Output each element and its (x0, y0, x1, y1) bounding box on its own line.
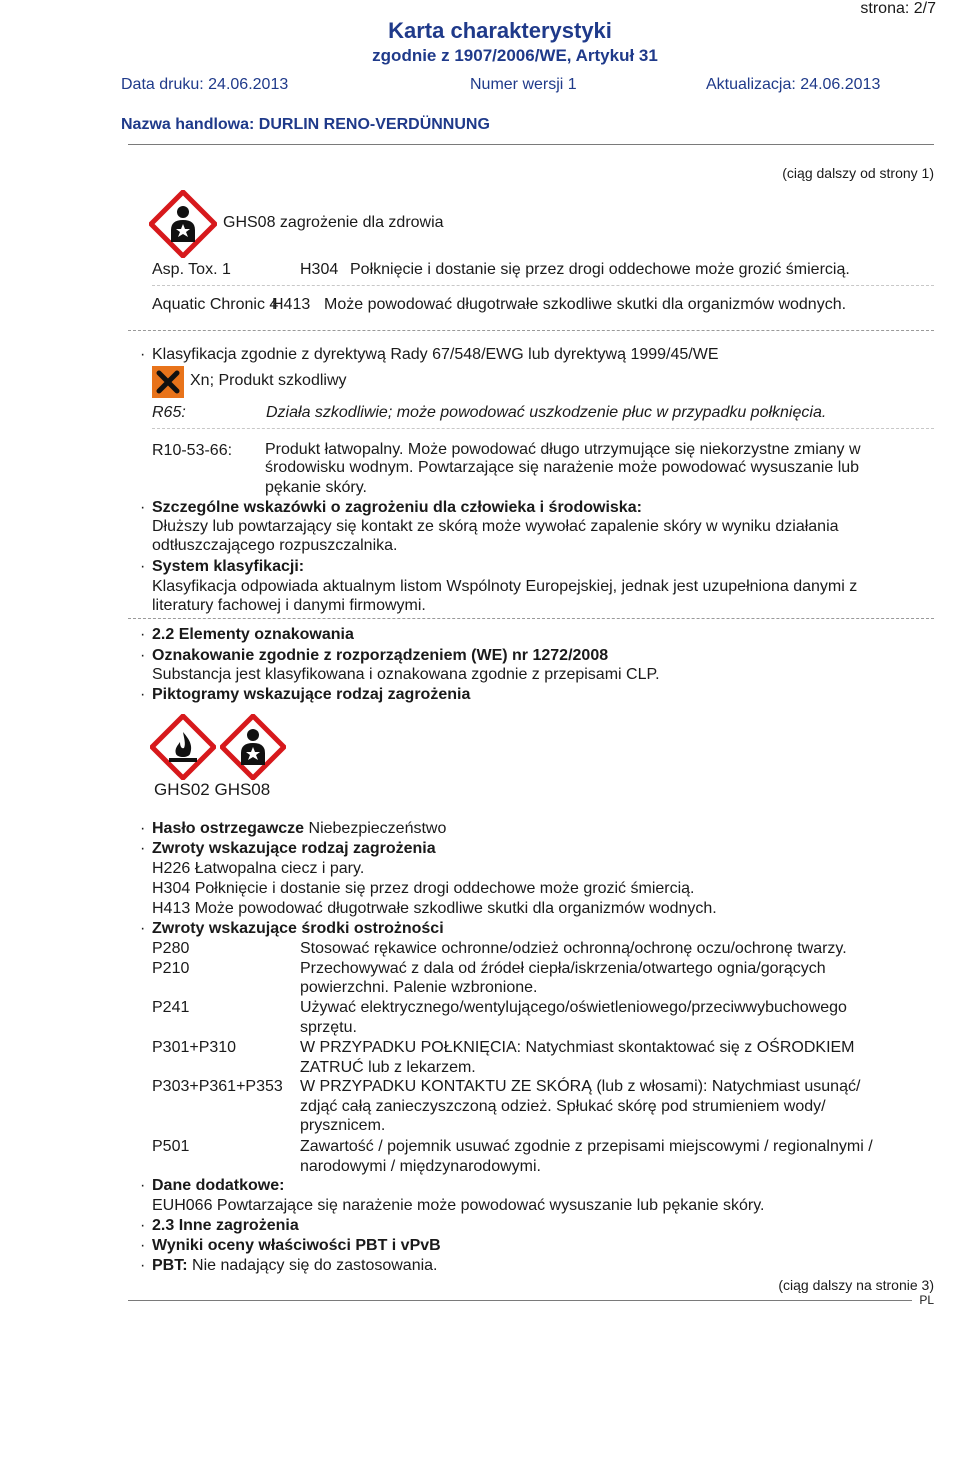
section-divider (128, 330, 934, 331)
p-text: Używać elektrycznego/wentylującego/oświetleniowego/przeciwwybuchowego (300, 999, 847, 1016)
footer-divider (128, 1300, 912, 1301)
special-line-1: Dłuższy lub powtarzający się kontakt ze skórą może wywołać zapalenie skóry w wyniku działania (152, 518, 839, 535)
hazard-class-2: Aquatic Chronic 4 (152, 296, 279, 313)
system-heading: System klasyfikacji: (152, 558, 305, 575)
special-heading: Szczególne wskazówki o zagrożeniu dla człowieka i środowiska: (152, 499, 642, 516)
continued-to: (ciąg dalszy na stronie 3) (778, 1277, 934, 1293)
h-statement: H226 Łatwopalna ciecz i pary. (152, 860, 365, 877)
section-divider (128, 618, 934, 619)
bullet: · (140, 1237, 146, 1254)
hazard-text-2: Może powodować długotrwałe szkodliwe skutki dla organizmów wodnych. (324, 296, 847, 313)
bullet: · (140, 647, 146, 664)
bullet: · (140, 840, 146, 857)
pictogram-heading: Piktogramy wskazujące rodzaj zagrożenia (152, 686, 471, 703)
xn-harmful-icon (152, 366, 184, 398)
row-divider (152, 428, 934, 429)
ghs08-health-hazard-icon (149, 190, 217, 258)
trade-name: Nazwa handlowa: DURLIN RENO-VERDÜNNUNG (121, 116, 490, 133)
ghs08-health-hazard-icon (220, 714, 286, 780)
euh066-text: EUH066 Powtarzające się narażenie może powodować wysuszanie lub pękanie skóry. (152, 1197, 765, 1214)
document-title: Karta charakterystyki (388, 18, 612, 43)
p-code: P301+P310 (152, 1039, 237, 1056)
p-text: prysznicem. (300, 1117, 386, 1134)
h-statement: H304 Połknięcie i dostanie się przez drogi oddechowe może grozić śmiercią. (152, 880, 695, 897)
p-text: zdjąć całą zanieczyszczoną odzież. Spłukać skórę pod strumieniem wody/ (300, 1098, 826, 1115)
r10-line-3: pękanie skóry. (265, 479, 367, 496)
hazard-text-1: Połknięcie i dostanie się przez drogi oddechowe może grozić śmiercią. (350, 261, 850, 278)
p-code: P501 (152, 1138, 190, 1155)
r65-code: R65: (152, 404, 186, 421)
ghs02-flame-icon (150, 714, 216, 780)
language-code: PL (919, 1293, 934, 1307)
clp-heading: Oznakowanie zgodnie z rozporządzeniem (WE) nr 1272/2008 (152, 647, 609, 664)
hazard-code-1: H304 (300, 261, 339, 278)
bullet: · (140, 346, 146, 363)
p-code: P303+P361+P353 (152, 1078, 283, 1095)
xn-label: Xn; Produkt szkodliwy (190, 372, 347, 389)
pbt-text: Nie nadający się do zastosowania. (192, 1257, 438, 1274)
p-text: W PRZYPADKU KONTAKTU ZE SKÓRĄ (lub z włosami): Natychmiast usunąć/ (300, 1078, 861, 1095)
pbt-heading: Wyniki oceny właściwości PBT i vPvB (152, 1237, 441, 1254)
row-divider (152, 285, 934, 286)
p-text: Stosować rękawice ochronne/odzież ochronną/ochronę oczu/ochronę twarzy. (300, 940, 847, 957)
bullet: · (140, 820, 146, 837)
bullet: · (140, 1257, 146, 1274)
ghs08-label: GHS08 zagrożenie dla zdrowia (223, 214, 444, 231)
bullet: · (140, 1177, 146, 1194)
system-line-2: literatury fachowej i danymi firmowymi. (152, 597, 426, 614)
update-date: Aktualizacja: 24.06.2013 (706, 76, 881, 93)
document-subtitle: zgodnie z 1907/2006/WE, Artykuł 31 (372, 46, 658, 65)
r65-text: Działa szkodliwie; może powodować uszkodzenie płuc w przypadku połknięcia. (266, 404, 827, 421)
header-divider (128, 144, 934, 145)
extra-heading: Dane dodatkowe: (152, 1177, 285, 1194)
bullet: · (140, 1217, 146, 1234)
dsd-heading: Klasyfikacja zgodnie z dyrektywą Rady 67/548/EWG lub dyrektywą 1999/45/WE (152, 346, 719, 363)
r10-line-1: Produkt łatwopalny. Może powodować długo utrzymujące się niekorzystne zmiany w (265, 441, 861, 458)
r10-line-2: środowisku wodnym. Powtarzające się narażenie może powodować wysuszanie lub (265, 459, 860, 476)
signal-word: Niebezpieczeństwo (308, 820, 447, 837)
signal-label: Hasło ostrzegawcze (152, 820, 305, 837)
system-line-1: Klasyfikacja odpowiada aktualnym listom Wspólnoty Europejskiej, jednak jest uzupełniona danymi z (152, 578, 858, 595)
bullet: · (140, 558, 146, 575)
pictogram-codes: GHS02 GHS08 (154, 780, 271, 799)
h-statements-heading: Zwroty wskazujące rodzaj zagrożenia (152, 840, 436, 857)
p-text: narodowymi / międzynarodowymi. (300, 1158, 541, 1175)
p-text: powierzchni. Palenie wzbronione. (300, 979, 538, 996)
p-code: P210 (152, 960, 190, 977)
r10-code: R10-53-66: (152, 442, 233, 459)
section-2-3-heading: 2.3 Inne zagrożenia (152, 1217, 299, 1234)
p-text: sprzętu. (300, 1019, 357, 1036)
p-code: P280 (152, 940, 190, 957)
continued-from: (ciąg dalszy od strony 1) (782, 165, 934, 181)
hazard-class-1: Asp. Tox. 1 (152, 261, 231, 278)
p-code: P241 (152, 999, 190, 1016)
special-line-2: odtłuszczającego rozpuszczalnika. (152, 537, 398, 554)
p-statements-heading: Zwroty wskazujące środki ostrożności (152, 920, 444, 937)
hazard-code-2: H413 (272, 296, 311, 313)
p-text: Przechowywać z dala od źródeł ciepła/iskrzenia/otwartego ognia/gorących (300, 960, 826, 977)
h-statement: H413 Może powodować długotrwałe szkodliwe skutki dla organizmów wodnych. (152, 900, 717, 917)
p-text: W PRZYPADKU POŁKNIĘCIA: Natychmiast skontaktować się z OŚRODKIEM (300, 1039, 855, 1056)
bullet: · (140, 499, 146, 516)
pbt-row (152, 1257, 438, 1275)
bullet: · (140, 626, 146, 643)
print-date: Data druku: 24.06.2013 (121, 76, 289, 93)
p-text: Zawartość / pojemnik usuwać zgodnie z przepisami miejscowymi / regionalnymi / (300, 1138, 873, 1155)
pbt-label: PBT: (152, 1257, 188, 1274)
clp-text: Substancja jest klasyfikowana i oznakowana zgodnie z przepisami CLP. (152, 666, 660, 683)
bullet: · (140, 920, 146, 937)
p-text: ZATRUĆ lub z lekarzem. (300, 1059, 476, 1076)
signal-row (152, 820, 446, 838)
page-number: strona: 2/7 (860, 0, 936, 17)
version-number: Numer wersji 1 (470, 76, 577, 93)
bullet: · (140, 686, 146, 703)
section-2-2-heading: 2.2 Elementy oznakowania (152, 626, 354, 643)
